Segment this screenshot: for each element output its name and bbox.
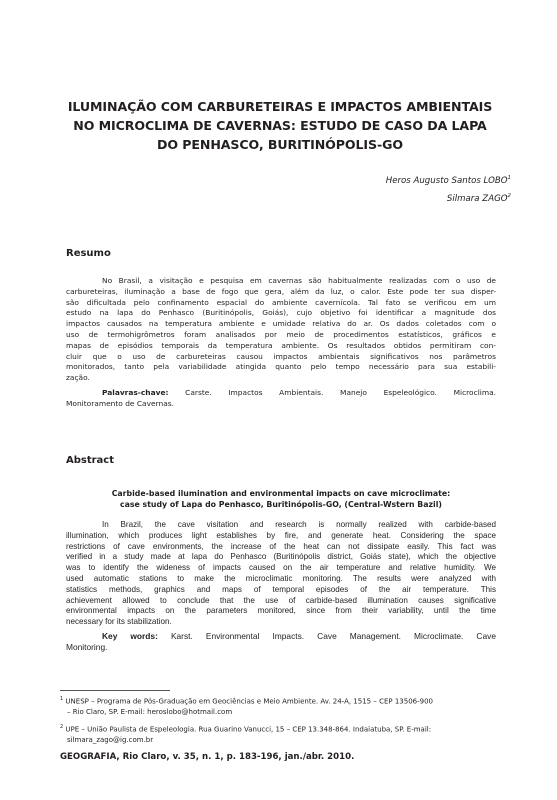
- resumo-line: são dificultada pelo confinamento espacial do ambiente cavernícola. Tal fato se verificou em um: [66, 297, 496, 307]
- resumo-line: No Brasil, a visitação e pesquisa em cavernas são habitualmente realizadas com o uso de: [102, 276, 496, 285]
- author-list: [386, 171, 511, 207]
- abstract-line: statistics methods, graphics and maps of temporal episodes of the air temperature. This: [66, 584, 496, 594]
- abstract-body: [66, 520, 496, 628]
- author-name: Heros Augusto Santos LOBO: [385, 175, 508, 186]
- footnote-line: – Rio Claro, SP. E-mail: heroslobo@hotmail.com: [67, 707, 233, 716]
- keywords-label: Key words:: [102, 631, 158, 641]
- footnote-text: UPE – União Paulista de Espeleologia. Rua Guarino Vanucci, 15 – CEP 13.348-864. Indaiatuba, SP. E-mail:: [65, 725, 432, 734]
- keywords-line: Monitoring.: [66, 642, 108, 652]
- abstract-line: verified in a study made at lapa do Penhasco (Buritinópolis district, Goiás state), which the objective: [66, 552, 496, 562]
- title-line: ILUMINAÇÃO COM CARBURETEIRAS E IMPACTOS AMBIENTAIS: [67, 99, 493, 114]
- journal-citation: GEOGRAFIA, Rio Claro, v. 35, n. 1, p. 183-196, jan./abr. 2010.: [60, 752, 355, 762]
- footnote-text: UNESP – Programa de Pós-Graduação em Geociências e Meio Ambiente. Av. 24-A, 1515 – CEP 13506-900: [65, 697, 433, 706]
- resumo-line: cluir que o uso de carbureteiras causou impactos ambientais significativos nos parâmetros: [66, 351, 496, 361]
- author: [386, 189, 511, 207]
- abstract-line: illumination, which produces light establishes by fire, and generate heat. Considering the space: [66, 530, 496, 540]
- title-line: NO MICROCLIMA DE CAVERNAS: ESTUDO DE CASO DA LAPA: [73, 118, 487, 133]
- author-name: Silmara ZAGO: [446, 193, 508, 204]
- footnote: [60, 694, 500, 717]
- resumo-line: zação.: [66, 373, 90, 383]
- resumo-line: mapas de episódios temporais da temperatura ambiente. Os resultados obtidos permitiram con-: [66, 340, 496, 350]
- keywords-text: Carste. Impactos Ambientais. Manejo Espeleológico. Microclima.: [185, 388, 496, 397]
- abstract-line: environmental impacts on the parameters monitored, since from their variability, until the time: [66, 606, 496, 616]
- keywords-label: Palavras-chave:: [102, 388, 169, 397]
- abstract-line: restrictions of cave environments, the increase of the heat can not dissipate easily. This fact was: [66, 541, 496, 551]
- english-title-line: Carbide-based ilumination and environmental impacts on cave microclimate:: [111, 489, 451, 498]
- abstract-line: In Brazil, the cave visitation and research is normally realized with carbide-based: [102, 520, 496, 529]
- keywords-text: Karst. Environmental Impacts. Cave Management. Microclimate. Cave: [170, 631, 496, 641]
- footnote-line: silmara_zago@ig.com.br: [67, 736, 154, 745]
- footnote: [60, 722, 500, 745]
- resumo-keywords: [66, 388, 496, 410]
- abstract-line: achievement allowed to conclude that the use of carbide-based illumination causes significative: [66, 595, 496, 605]
- title-line: DO PENHASCO, BURITINÓPOLIS-GO: [157, 137, 403, 152]
- keywords-line: [66, 631, 496, 642]
- footnote-divider: [60, 690, 170, 691]
- author-note-mark: 2: [507, 192, 511, 199]
- author: [386, 171, 511, 189]
- footnotes: [60, 694, 500, 751]
- resumo-line: carbureteiras, iluminação a base de fogo que gera, além da luz, o calor. Este pode ter sua disper-: [66, 286, 496, 296]
- resumo-line: impactos causados na temperatura ambiente e umidade relativa do ar. Os dados coletados com o: [66, 319, 496, 329]
- author-note-mark: 1: [507, 175, 511, 181]
- abstract-line: was to identify the wideness of impacts caused on the air temperature and relative humidity. We: [66, 563, 496, 573]
- resumo-line: estudo na lapa do Penhasco (Buritinópolis, Goiás), cujo objetivo foi identificar a magnitude dos: [66, 308, 496, 318]
- keywords-line: Monitoramento de Cavernas.: [66, 398, 175, 408]
- abstract-heading: Abstract: [66, 455, 115, 466]
- article-title: [60, 97, 500, 154]
- footnote-mark: 1: [60, 696, 64, 702]
- abstract-line: necessary for its stabilization.: [66, 617, 172, 627]
- resumo-heading: Resumo: [66, 248, 111, 259]
- resumo-line: uso de termohigrômetros foram analisados por meio de procedimentos estatísticos, gráficos e: [66, 329, 496, 339]
- abstract-english-title: [66, 488, 496, 510]
- resumo-body: [66, 276, 496, 384]
- english-title-line: case study of Lapa do Penhasco, Buritinópolis-GO, (Central-Wstern Bazil): [120, 500, 442, 509]
- footnote-mark: 2: [60, 724, 64, 731]
- keywords-line: [66, 388, 496, 399]
- footnote-line: [60, 722, 500, 735]
- footnote-line: [60, 694, 500, 707]
- abstract-line: used automatic stations to make the microclimatic monitoring. The results were analyzed with: [66, 573, 496, 583]
- abstract-keywords: [66, 631, 496, 653]
- resumo-line: monitorados, tanto pela variabilidade atingida quanto pelo tempo necessário para sua estabili-: [66, 362, 496, 372]
